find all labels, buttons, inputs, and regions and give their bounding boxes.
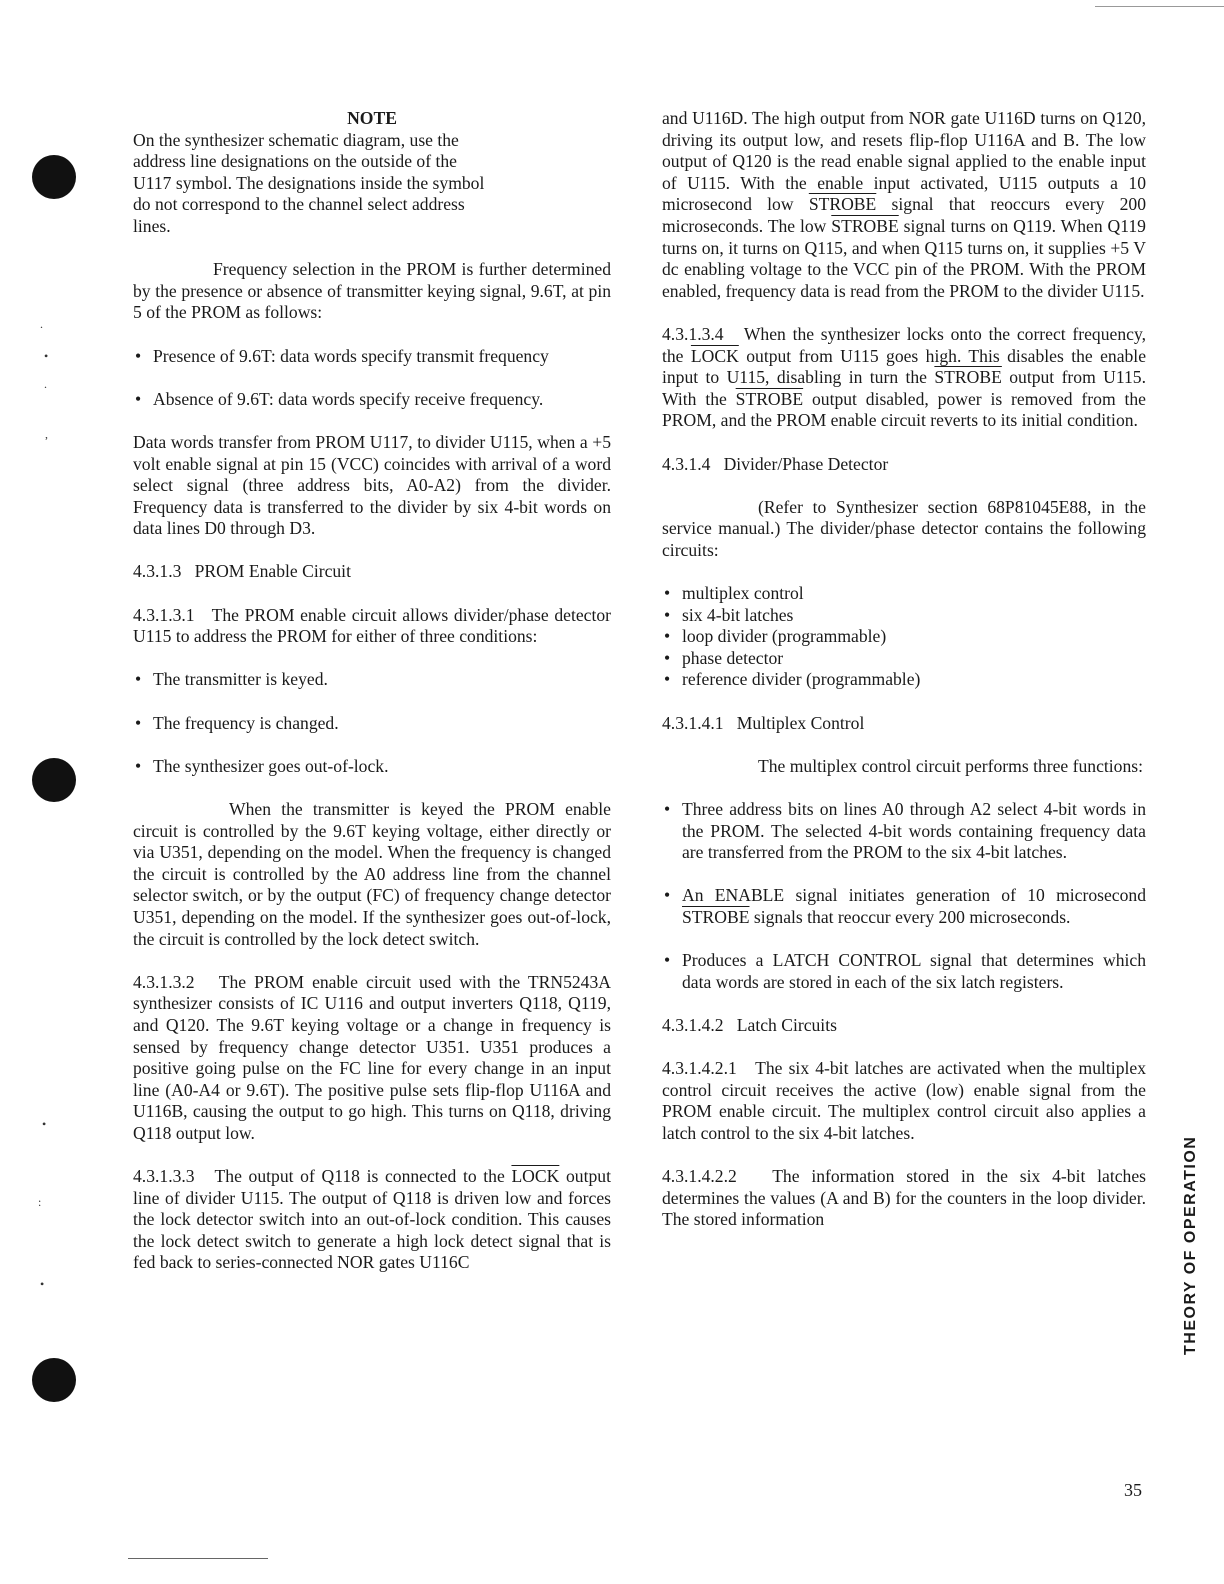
strobe-signal-label: STROBE — [735, 388, 804, 409]
section-heading-43142: 4.3.1.4.2 Latch Circuits — [662, 1014, 837, 1035]
top-rule — [1095, 6, 1224, 7]
subsection-text: The PROM enable circuit allows divider/phase detector U115 to address the PROM for either of three conditions: — [133, 604, 611, 647]
list-item: • Presence of 9.6T: data words specify transmit frequency — [133, 346, 611, 368]
list-item: • The synthesizer goes out-of-lock. — [133, 756, 611, 778]
subsection-43132 — [133, 972, 611, 1145]
subsection-43134 — [662, 324, 1146, 432]
paragraph-text: and U116D. The high output from NOR gate U116D turns on Q120, driving its output low, and resets flip-flop U116A and B. The low output of Q120 is the read enable signal applied to the enable input of U115. With the enable input activated, U115 outputs a 10 microsecond low — [662, 108, 1146, 215]
lock-signal-label: LOCK — [690, 345, 739, 366]
note-body: On the synthesizer schematic diagram, use the address line designations on the outside of the U117 symbol. The designations inside the symbol do not correspond to the channel select address lines. — [133, 129, 485, 236]
scan-speck: : — [38, 1195, 42, 1209]
lock-signal-label: LOCK — [511, 1166, 560, 1187]
list-item: • Absence of 9.6T: data words specify receive frequency. — [133, 389, 611, 411]
left-column — [133, 108, 611, 1274]
section-tab-label: THEORY OF OPERATION — [1182, 1135, 1199, 1355]
subsection-text: output line of divider U115. The output of Q118 is driven low and forces the lock detector switch into an out-of-lock condition. This causes the lock detect switch to generate a high lock detect signal that is fed back to series-connected NOR gates U116C — [133, 1166, 611, 1273]
list-item — [662, 885, 1146, 928]
binder-hole-middle — [32, 758, 76, 802]
scan-speck: • — [42, 1117, 47, 1131]
subsection-43131 — [133, 605, 611, 648]
subsection-text: output from U115 goes high. This disables the enable input to U115, disabling in turn the — [662, 345, 1146, 388]
section-heading-4314: 4.3.1.4 Divider/Phase Detector — [662, 453, 889, 474]
scan-speck: , — [45, 427, 48, 441]
list-item: • phase detector — [662, 648, 1146, 670]
list-item: • Three address bits on lines A0 through A2 select 4-bit words in the PROM. The selected 4-bit words containing frequency data are transferred from the PROM to the six 4-bit latches. — [662, 799, 1146, 864]
binder-hole-bottom — [32, 1358, 76, 1402]
subsection-text: The output of Q118 is connected to the — [214, 1166, 505, 1187]
subsection-431422 — [662, 1166, 1146, 1231]
paragraph-text: signal turns on Q119. When Q119 turns on, it turns on Q115, and when Q115 turns on, it supplies +5 V dc enabling voltage to the VCC pin of the PROM. With the PROM enabled, frequency data is read from the PROM to the divider U115. — [662, 215, 1146, 301]
strobe-signal-label: STROBE — [682, 906, 750, 927]
subsection-number: 4.3.1.4.2.1 — [662, 1058, 737, 1079]
list-item-text: An ENABLE signal initiates generation of 10 microsecond — [682, 885, 1146, 906]
scan-speck: • — [44, 349, 49, 363]
list-item: • The frequency is changed. — [133, 713, 611, 735]
list-item: • reference divider (programmable) — [662, 669, 1146, 691]
list-item: • loop divider (programmable) — [662, 626, 1146, 648]
page-number: 35 — [1124, 1480, 1142, 1500]
bottom-rule — [128, 1558, 268, 1559]
subsection-43133 — [133, 1166, 611, 1274]
circuits-bullet-list — [662, 583, 1146, 691]
subsection-text: The six 4-bit latches are activated when the multiplex control circuit receives the active (low) enable signal from the PROM enable circuit. The multiplex control circuit also applies a latch control to the six 4-bit latches. — [662, 1058, 1146, 1143]
subsection-text: output disabled, power is removed from the PROM, and the PROM enable circuit reverts to its initial condition. — [662, 388, 1146, 431]
paragraph-nor-gate-continuation — [662, 108, 1146, 302]
list-item-text: signals that reoccur every 200 microseconds. — [753, 906, 1071, 927]
section-heading-4313: 4.3.1.3 PROM Enable Circuit — [133, 561, 351, 582]
note-title: NOTE — [347, 108, 397, 128]
subsection-text: When the synthesizer locks onto the correct frequency, the — [662, 323, 1146, 366]
list-item: • Produces a LATCH CONTROL signal that determines which data words are stored in each of the six latch registers. — [662, 950, 1146, 993]
keying-bullet-list — [133, 346, 611, 411]
list-item: • multiplex control — [662, 583, 1146, 605]
strobe-signal-label: STROBE — [934, 367, 1002, 388]
list-item: • The transmitter is keyed. — [133, 669, 611, 691]
subsection-number: 4.3.1.3.3 — [133, 1166, 195, 1187]
scan-speck: . — [44, 377, 47, 391]
subsection-number: 4.3.1.4.2.2 — [662, 1166, 737, 1187]
scan-speck: • — [40, 1277, 45, 1291]
functions-bullet-list — [662, 799, 1146, 993]
paragraph-text: signal that reoccurs every 200 microseconds. The low — [662, 194, 1147, 236]
section-heading-43141: 4.3.1.4.1 Multiplex Control — [662, 712, 865, 733]
paragraph-divider-phase-detector: (Refer to Synthesizer section 68P81045E88, in the service manual.) The divider/phase detector contains the following circuits: — [662, 496, 1146, 560]
paragraph-multiplex-control: The multiplex control circuit performs three functions: — [758, 755, 1143, 776]
subsection-number: 4.3.1.3.2 — [133, 971, 195, 992]
subsection-text: The PROM enable circuit used with the TRN5243A synthesizer consists of IC U116 and output inverters Q118, Q119, and Q120. The 9.6T keying voltage or a change in frequency is sensed by frequency change detector U351. U351 produces a positive going pulse on the FC line for every change in an input line (A0-A4 or 9.6T). The positive pulse sets flip-flop U116A and U116B, causing the output to go high. This turns on Q118, driving Q118 output low. — [133, 971, 611, 1143]
strobe-signal-label: STROBE — [808, 194, 877, 215]
subsection-text: The information stored in the six 4-bit latches determines the values (A and B) for the counters in the loop divider. The stored information — [662, 1166, 1146, 1230]
subsection-number: 4.3.1.3.1 — [133, 604, 195, 625]
strobe-signal-label: STROBE — [831, 215, 899, 236]
paragraph-frequency-selection: Frequency selection in the PROM is further determined by the presence or absence of transmitter keying signal, 9.6T, at pin 5 of the PROM as follows: — [133, 259, 611, 323]
list-item: • six 4-bit latches — [662, 605, 1146, 627]
subsection-text: output from U115. With the — [662, 367, 1146, 409]
subsection-number: 4.3.1.3.4 — [662, 323, 724, 344]
binder-hole-top — [32, 155, 76, 199]
right-column — [662, 108, 1146, 1231]
paragraph-data-words: Data words transfer from PROM U117, to divider U115, when a +5 volt enable signal at pin 15 (VCC) coincides with arrival of a word select signal (three address bits, A0-A2) from the divider. Frequency data is transferred to the divider by six 4-bit words on data lines D0 through D3. — [133, 431, 611, 539]
subsection-431421 — [662, 1058, 1146, 1144]
scan-speck: . — [40, 317, 43, 331]
conditions-bullet-list — [133, 669, 611, 777]
paragraph-prom-enable-control: When the transmitter is keyed the PROM enable circuit is controlled by the 9.6T keying voltage, either directly or via U351, depending on the model. When the frequency is changed the circuit is controlled by the A0 address line from the channel selector switch, or by the output (FC) of frequency change detector U351, depending on the model. If the synthesizer goes out-of-lock, the circuit is controlled by the lock detect switch. — [133, 799, 611, 949]
